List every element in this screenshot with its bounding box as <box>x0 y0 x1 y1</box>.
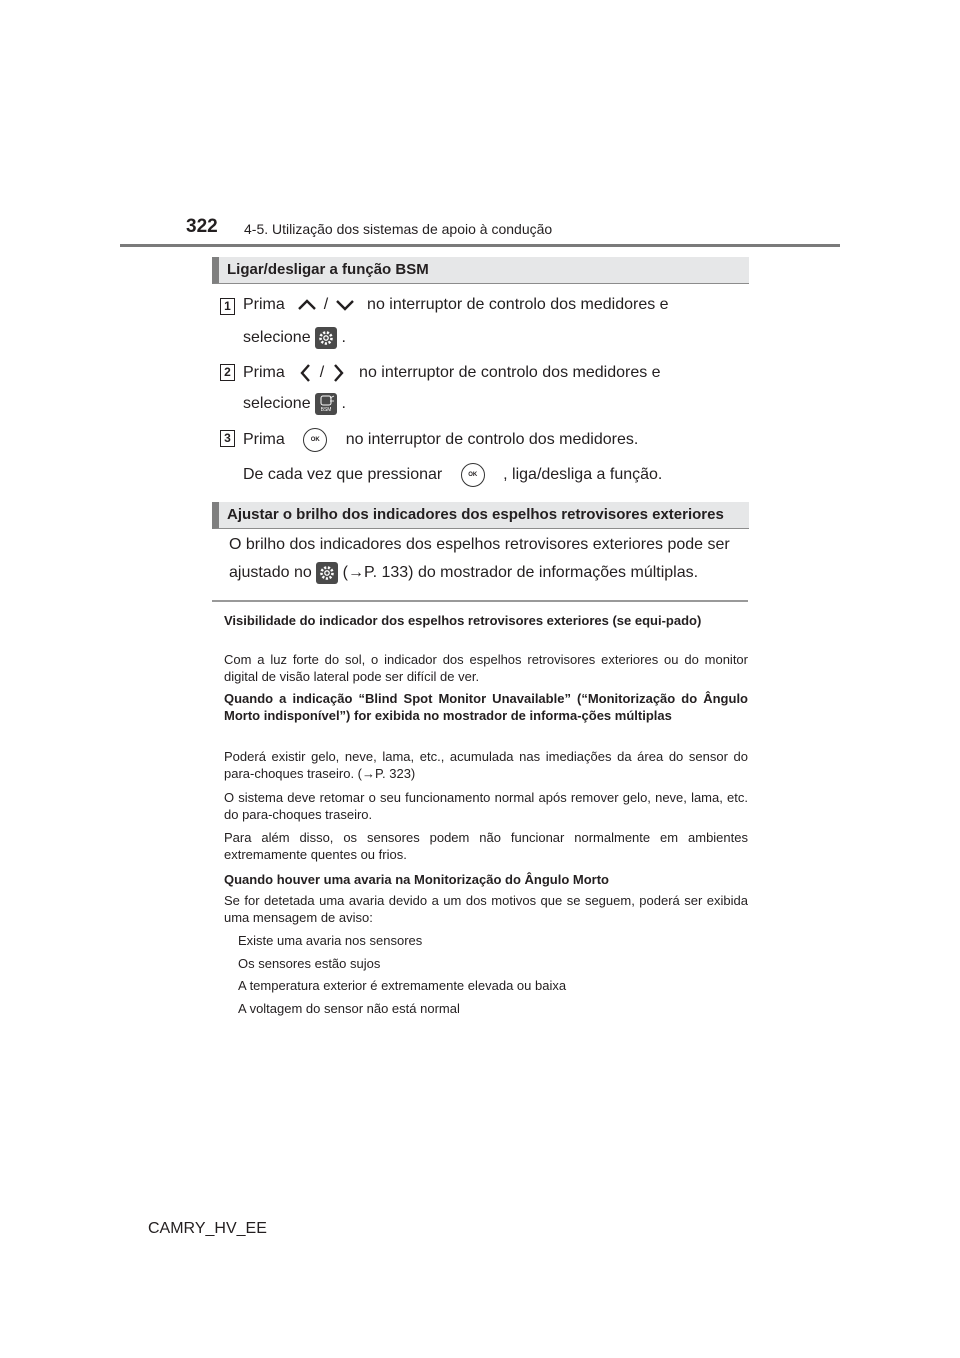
step-3-line-1: Prima OK no interruptor de controlo dos medidores. <box>243 428 638 452</box>
list-item: Os sensores estão sujos <box>238 956 381 971</box>
page-number: 322 <box>186 216 218 237</box>
settings-gear-icon <box>316 562 338 584</box>
chevron-left-icon <box>297 362 315 384</box>
heading-mirror-brightness <box>212 502 749 529</box>
chevron-right-icon <box>329 362 347 384</box>
brightness-line-1: O brilho dos indicadores dos espelhos retrovisores exteriores pode ser <box>229 536 730 553</box>
header-rule <box>120 244 840 247</box>
heading-bsm-toggle <box>212 257 749 284</box>
list-item: A temperatura exterior é extremamente elevada ou baixa <box>238 978 567 993</box>
note-paragraph: Para além disso, os sensores podem não funcionar normalmente em ambientes extremamente quentes ou frios. <box>224 830 748 862</box>
note-paragraph: Poderá existir gelo, neve, lama, etc., acumulada nas imediações da área do sensor do para-choques traseiro. (→P. 323) <box>224 749 748 781</box>
chevron-up-icon <box>295 297 319 313</box>
note-heading-malfunction: Quando houver uma avaria na Monitorização do Ângulo Morto <box>224 872 609 887</box>
list-item: A voltagem do sensor não está normal <box>238 1001 460 1016</box>
model-code: CAMRY_HV_EE <box>148 1220 267 1237</box>
step-2-line-2: selecione BSM . <box>243 395 346 413</box>
notes-divider <box>212 600 748 602</box>
settings-gear-icon <box>315 327 337 349</box>
chevron-down-icon <box>333 297 357 313</box>
step-1-line-1: Prima / no interruptor de controlo dos medidores e <box>243 296 669 313</box>
note-heading-visibility: Visibilidade do indicador dos espelhos retrovisores exteriores (se equi-pado) <box>224 613 702 628</box>
ok-button-icon: OK <box>303 428 327 452</box>
note-paragraph: Com a luz forte do sol, o indicador dos espelhos retrovisores exteriores ou do monitor digital de visão lateral pode ser difícil de ver. <box>224 652 748 684</box>
list-item: Existe uma avaria nos sensores <box>238 933 423 948</box>
heading-text: Ajustar o brilho dos indicadores dos espelhos retrovisores exteriores <box>227 506 724 523</box>
section-title: 4-5. Utilização dos sistemas de apoio à condução <box>244 221 553 237</box>
bsm-icon <box>315 393 337 415</box>
step-3-line-2: De cada vez que pressionar OK , liga/desliga a função. <box>243 463 662 487</box>
step-1-line-2: selecione . <box>243 327 346 349</box>
heading-text: Ligar/desligar a função BSM <box>227 261 429 278</box>
ok-button-icon: OK <box>461 463 485 487</box>
step-number-3: 3 <box>220 430 235 447</box>
step-number-1: 1 <box>220 298 235 315</box>
note-paragraph: O sistema deve retomar o seu funcionamento normal após remover gelo, neve, lama, etc. do para-choques traseiro. <box>224 790 748 822</box>
step-2-line-1: Prima / no interruptor de controlo dos medidores e <box>243 362 661 384</box>
brightness-line-2: ajustado no (→P. 133) do mostrador de informações múltiplas. <box>229 562 698 584</box>
note-paragraph: Se for detetada uma avaria devido a um dos motivos que se seguem, poderá ser exibida uma mensagem de aviso: <box>224 893 748 925</box>
note-heading-unavailable: Quando a indicação “Blind Spot Monitor Unavailable” (“Monitorização do Ângulo Morto indisponível”) for exibida no mostrador de informa-ções múltiplas <box>224 691 748 723</box>
step-number-2: 2 <box>220 364 235 381</box>
bsm-label: BSM <box>320 407 332 413</box>
